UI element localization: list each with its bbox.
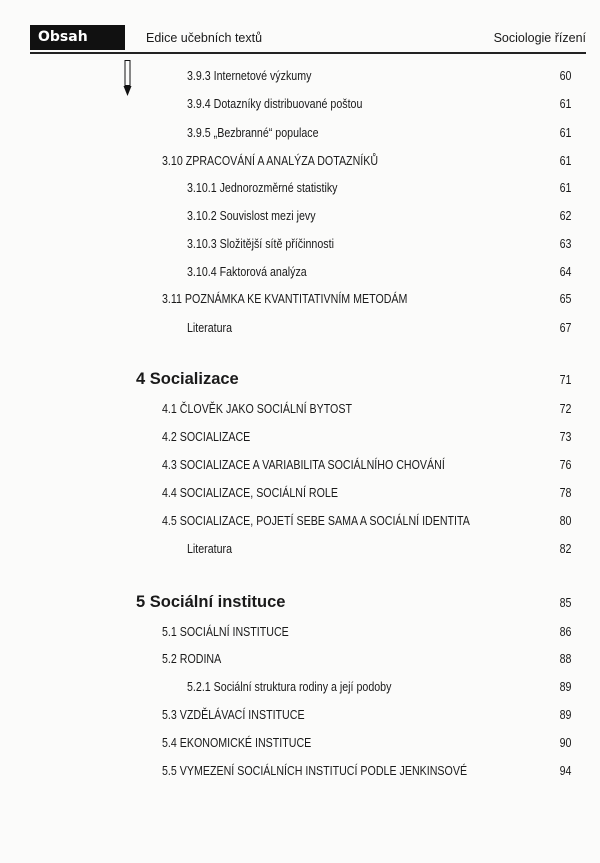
toc-entry-title: 5.2.1 Sociální struktura rodiny a její podoby	[187, 679, 392, 694]
toc-entry-title: 3.10.3 Složitější sítě příčinnosti	[187, 236, 334, 251]
toc-entry-page: 61	[559, 180, 571, 195]
toc-entry	[0, 763, 600, 783]
toc-entry-title: Literatura	[187, 541, 233, 556]
toc-entry	[0, 125, 600, 145]
toc-entry-page: 60	[559, 68, 571, 83]
toc-entry-title: 5.2 RODINA	[162, 651, 222, 666]
toc-entry	[0, 96, 600, 116]
toc-entry-page: 85	[559, 595, 571, 610]
toc-entry	[0, 735, 600, 755]
section-label: Obsah	[38, 29, 88, 45]
toc-entry	[0, 153, 600, 173]
toc-entry-page: 80	[559, 513, 571, 528]
series-title: Edice učebních textů	[146, 31, 263, 45]
toc-chapter	[0, 595, 600, 615]
toc-entry-page: 89	[559, 707, 571, 722]
toc-entry-title: 3.11 POZNÁMKA KE KVANTITATIVNÍM METODÁM	[162, 291, 408, 306]
toc-entry	[0, 485, 600, 505]
toc-entry-page: 63	[559, 236, 571, 251]
toc-entry-title: 4.1 ČLOVĚK JAKO SOCIÁLNÍ BYTOST	[162, 401, 352, 416]
toc-entry-page: 88	[559, 651, 571, 666]
toc-literature	[0, 541, 600, 561]
toc-entry-title: 4.2 SOCIALIZACE	[162, 429, 251, 444]
toc-entry	[0, 624, 600, 644]
toc-entry-title: 5.4 EKONOMICKÉ INSTITUCE	[162, 735, 312, 750]
toc-entry-title: 5 Sociální instituce	[136, 593, 286, 611]
toc-entry-title: 3.10.4 Faktorová analýza	[187, 264, 307, 279]
toc-entry-title: 5.3 VZDĚLÁVACÍ INSTITUCE	[162, 707, 305, 722]
toc-entry-title: 3.10.2 Souvislost mezi jevy	[187, 208, 316, 223]
toc-entry	[0, 429, 600, 449]
toc-entry-page: 72	[559, 401, 571, 416]
section-label-box	[30, 25, 125, 50]
toc-entry-page: 67	[559, 320, 571, 335]
toc-entry-title: 3.9.5 „Bezbranné“ populace	[187, 125, 319, 140]
toc-entry	[0, 513, 600, 533]
toc-entry	[0, 401, 600, 421]
toc-entry-page: 61	[559, 153, 571, 168]
toc-entry-title: 5.1 SOCIÁLNÍ INSTITUCE	[162, 624, 289, 639]
toc-chapter	[0, 372, 600, 392]
toc-entry-page: 65	[559, 291, 571, 306]
toc-entry-page: 61	[559, 96, 571, 111]
toc-entry	[0, 180, 600, 200]
toc-entry-page: 73	[559, 429, 571, 444]
toc-entry	[0, 651, 600, 671]
toc-entry	[0, 679, 600, 699]
book-title: Sociologie řízení	[493, 31, 586, 45]
toc-entry	[0, 291, 600, 311]
toc-entry-page: 90	[559, 735, 571, 750]
toc-entry-page: 61	[559, 125, 571, 140]
toc-entry-page: 71	[559, 372, 571, 387]
header-rule	[30, 52, 586, 54]
toc-entry-title: 5.5 VYMEZENÍ SOCIÁLNÍCH INSTITUCÍ PODLE JENKINSOVÉ	[162, 763, 468, 778]
toc-entry	[0, 208, 600, 228]
toc-entry-title: 3.9.3 Internetové výzkumy	[187, 68, 312, 83]
toc-entry	[0, 68, 600, 88]
toc-entry-title: 4.4 SOCIALIZACE, SOCIÁLNÍ ROLE	[162, 485, 338, 500]
toc-entry-title: 3.10.1 Jednorozměrné statistiky	[187, 180, 338, 195]
toc-entry	[0, 264, 600, 284]
toc-entry-page: 89	[559, 679, 571, 694]
toc-entry-title: Literatura	[187, 320, 233, 335]
toc-entry-title: 3.9.4 Dotazníky distribuované poštou	[187, 96, 363, 111]
toc-entry-page: 62	[559, 208, 571, 223]
toc-entry	[0, 707, 600, 727]
toc-literature	[0, 320, 600, 340]
toc-entry	[0, 457, 600, 477]
toc-entry-page: 78	[559, 485, 571, 500]
toc-entry-page: 64	[559, 264, 571, 279]
toc-entry-title: 4 Socializace	[136, 370, 239, 388]
toc-entry-page: 94	[559, 763, 571, 778]
toc-entry-title: 4.5 SOCIALIZACE, POJETÍ SEBE SAMA A SOCIÁLNÍ IDENTITA	[162, 513, 470, 528]
toc-entry-page: 86	[559, 624, 571, 639]
toc-entry	[0, 236, 600, 256]
toc-entry-title: 4.3 SOCIALIZACE A VARIABILITA SOCIÁLNÍHO CHOVÁNÍ	[162, 457, 445, 472]
toc-entry-title: 3.10 ZPRACOVÁNÍ A ANALÝZA DOTAZNÍKŮ	[162, 153, 379, 168]
toc-entry-page: 76	[559, 457, 571, 472]
toc-entry-page: 82	[559, 541, 571, 556]
